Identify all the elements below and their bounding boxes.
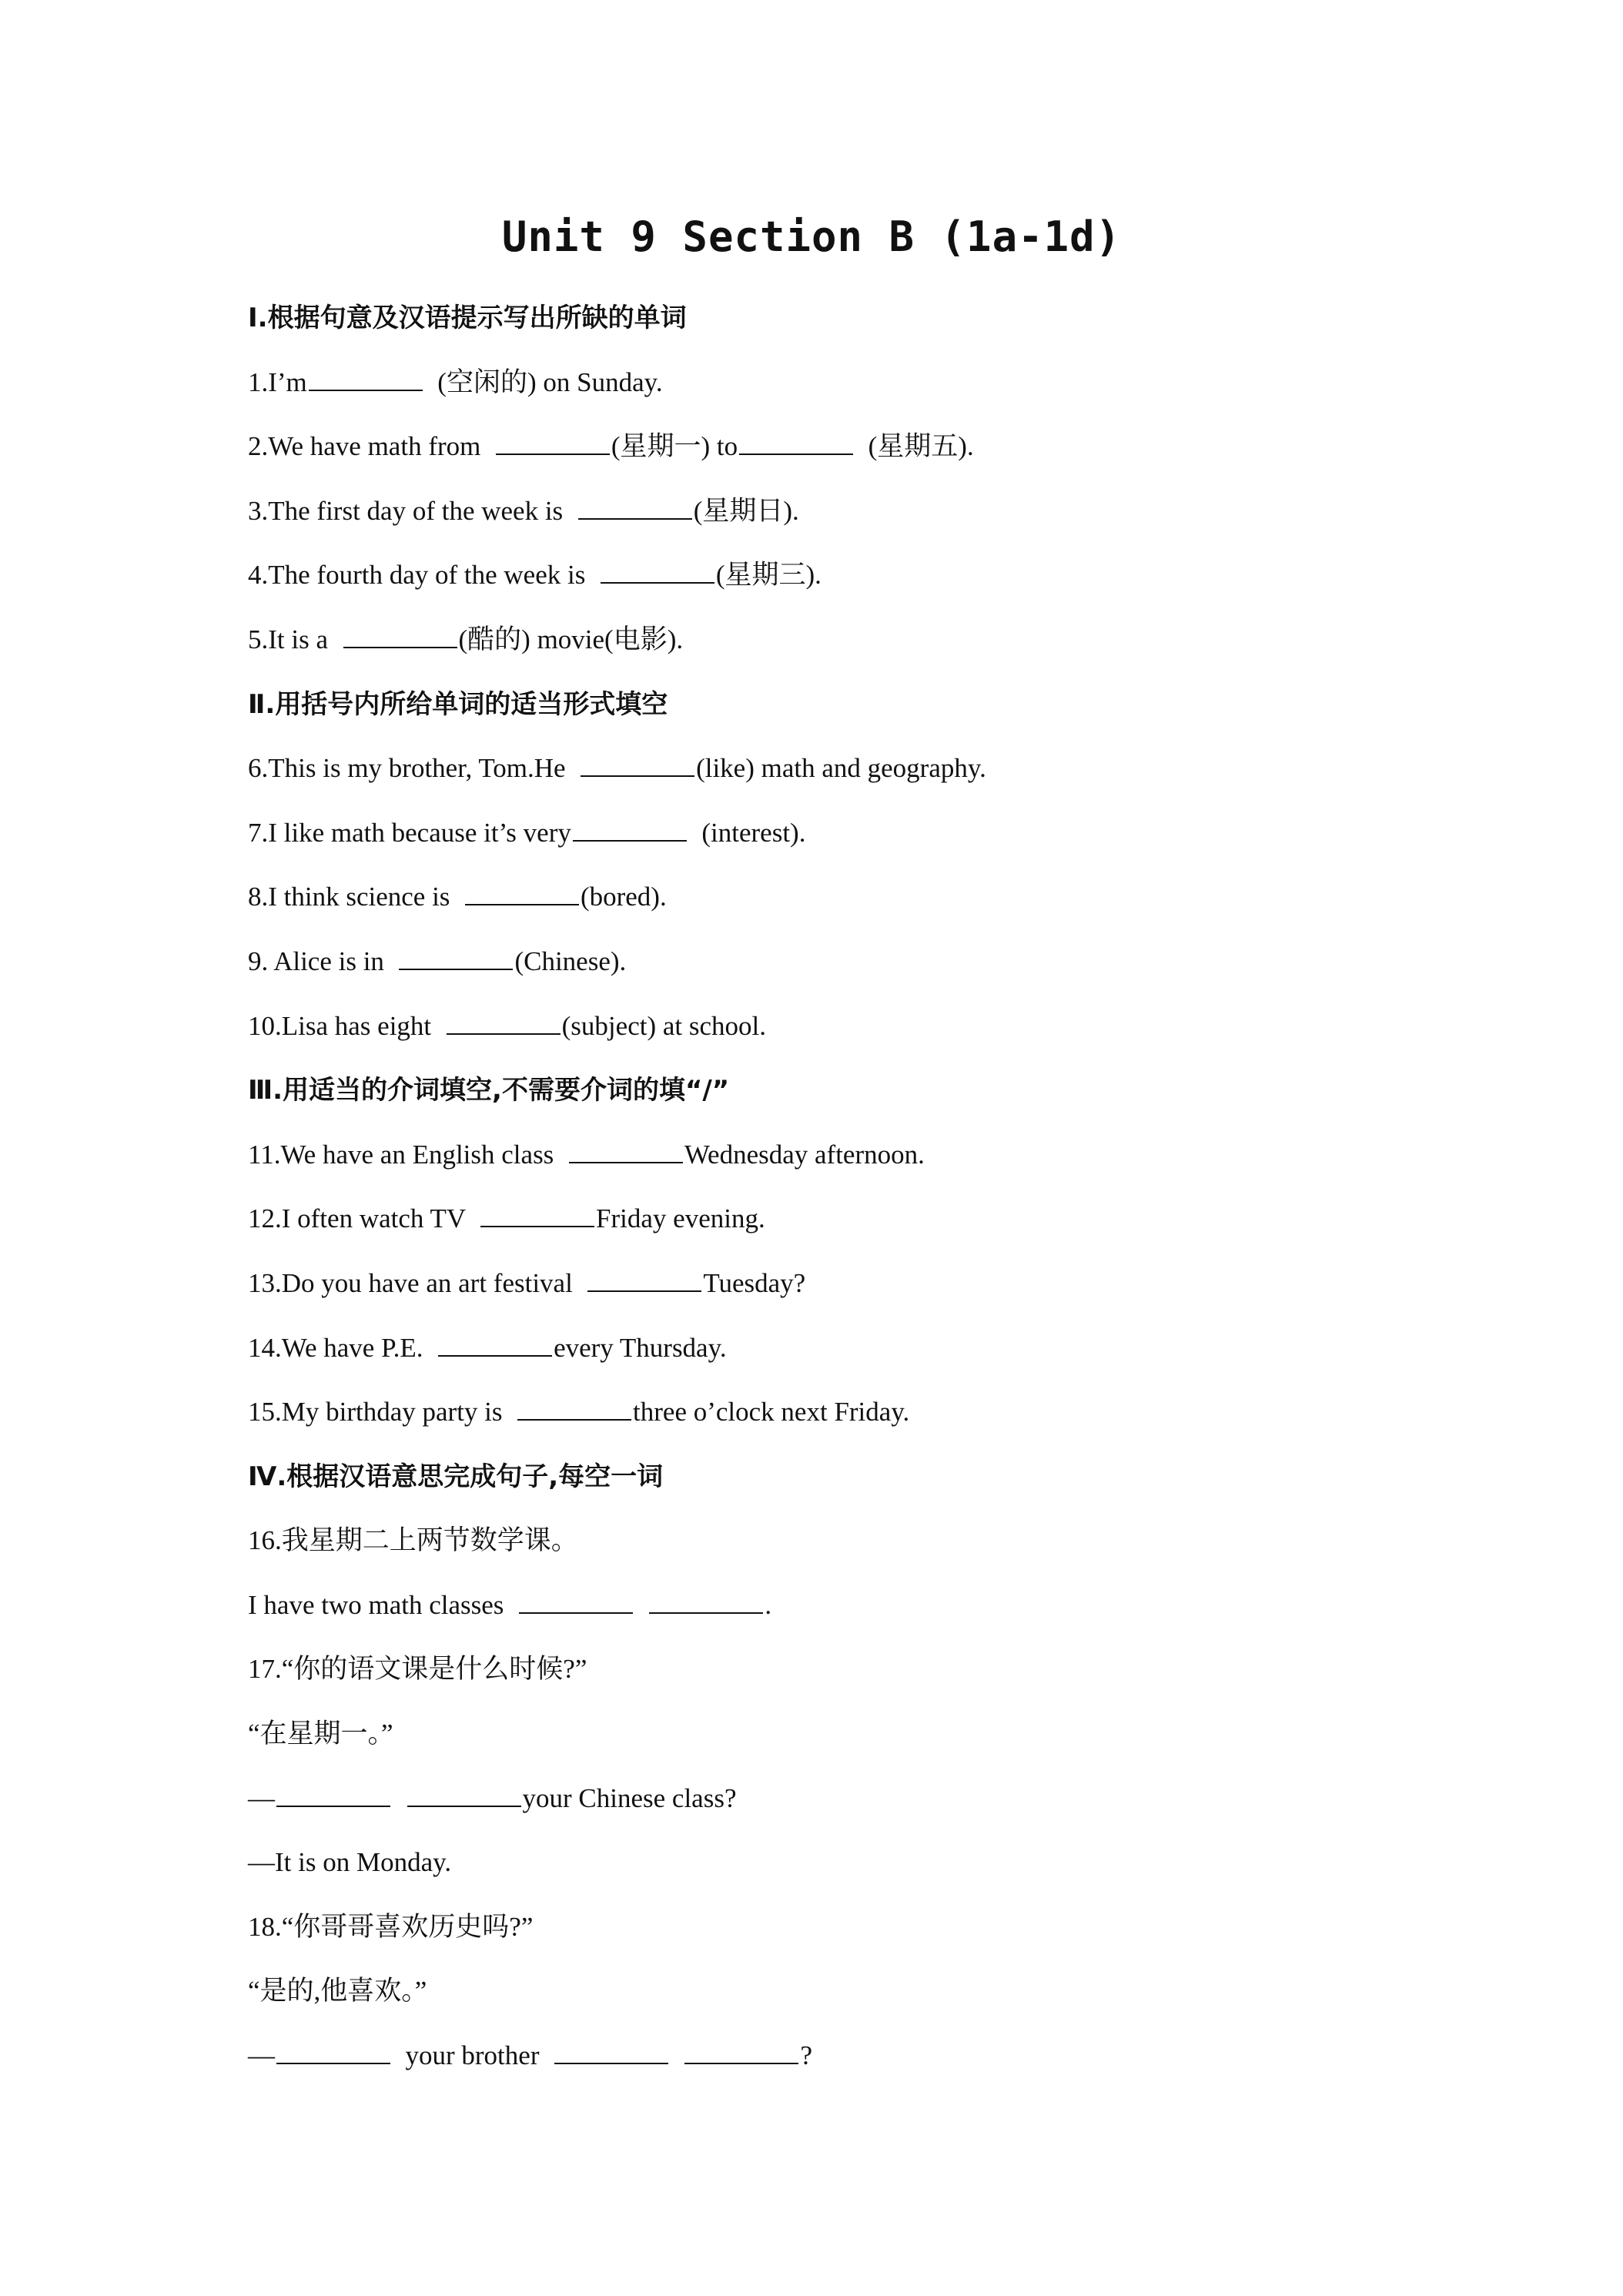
question-text xyxy=(634,1590,648,1620)
question-line xyxy=(248,1776,1557,1840)
question-text: (星期一) to xyxy=(611,431,738,462)
question-line xyxy=(248,1003,1557,1068)
question-line xyxy=(248,2033,1557,2097)
question-text: ? xyxy=(800,2040,813,2071)
answer-blank[interactable] xyxy=(399,946,513,970)
answer-blank[interactable] xyxy=(581,752,694,777)
question-text: your brother xyxy=(392,2040,553,2071)
section-heading xyxy=(248,681,1557,746)
question-line xyxy=(248,488,1557,553)
question-text: (interest). xyxy=(688,817,806,848)
question-text: 1.I’m xyxy=(248,366,307,397)
answer-blank[interactable] xyxy=(438,1332,552,1357)
question-text: (星期五). xyxy=(855,431,974,462)
question-line xyxy=(248,1389,1557,1454)
question-text: 12.I often watch TV xyxy=(248,1203,480,1234)
question-text: “是的,他喜欢。” xyxy=(248,1976,427,2006)
question-text: — xyxy=(248,1782,275,1813)
heading-text: Ⅰ.根据句意及汉语提示写出所缺的单词 xyxy=(248,303,687,333)
question-line xyxy=(248,360,1557,424)
question-text: (星期三). xyxy=(715,560,822,591)
question-text: Tuesday? xyxy=(703,1267,806,1298)
answer-blank[interactable] xyxy=(276,1782,390,1807)
answer-blank[interactable] xyxy=(343,624,457,648)
question-text: your Chinese class? xyxy=(522,1782,737,1813)
answer-blank[interactable] xyxy=(573,817,687,842)
question-text: 7.I like math because it’s very xyxy=(248,817,571,848)
question-line xyxy=(248,1968,1557,2033)
question-text: (Chinese). xyxy=(514,946,627,976)
question-text: three o’clock next Friday. xyxy=(633,1397,910,1427)
question-line xyxy=(248,1904,1557,1969)
question-text: I have two math classes xyxy=(248,1589,517,1620)
answer-blank[interactable] xyxy=(407,1782,521,1807)
question-line xyxy=(248,1646,1557,1711)
question-text: 13.Do you have an art festival xyxy=(248,1267,587,1298)
answer-blank[interactable] xyxy=(649,1589,763,1614)
question-text: 2.We have math from xyxy=(248,431,494,462)
answer-blank[interactable] xyxy=(601,559,714,584)
heading-text: Ⅳ.根据汉语意思完成句子,每空一词 xyxy=(248,1461,664,1492)
question-line xyxy=(248,745,1557,810)
question-text: 8.I think science is xyxy=(248,882,463,912)
question-text: (like) math and geography. xyxy=(696,753,986,784)
answer-blank[interactable] xyxy=(276,2040,390,2064)
question-line xyxy=(248,1582,1557,1647)
page-title: Unit 9 Section B (1a-1d) xyxy=(501,213,1122,261)
answer-blank[interactable] xyxy=(465,881,579,905)
question-line xyxy=(248,1325,1557,1390)
answer-blank[interactable] xyxy=(569,1139,683,1163)
question-text: 11.We have an English class xyxy=(248,1139,567,1170)
question-text: —It is on Monday. xyxy=(248,1847,452,1878)
question-line xyxy=(248,1260,1557,1325)
question-text: — xyxy=(248,2040,275,2071)
answer-blank[interactable] xyxy=(739,430,853,455)
section-heading xyxy=(248,1067,1557,1132)
question-text xyxy=(670,2040,684,2070)
answer-blank[interactable] xyxy=(517,1396,631,1421)
answer-blank[interactable] xyxy=(554,2040,668,2064)
question-text: Friday evening. xyxy=(596,1203,765,1234)
worksheet-lines xyxy=(248,295,1557,2097)
question-text: every Thursday. xyxy=(554,1332,727,1363)
answer-blank[interactable] xyxy=(309,366,423,391)
question-text: 16.我星期二上两节数学课。 xyxy=(248,1525,578,1556)
question-text: Wednesday afternoon. xyxy=(684,1139,925,1170)
question-text: (酷的) movie(电影). xyxy=(458,624,684,654)
question-line xyxy=(248,939,1557,1003)
question-text: 9. Alice is in xyxy=(248,946,398,976)
question-text: (星期日). xyxy=(693,495,799,526)
answer-blank[interactable] xyxy=(587,1267,701,1292)
question-text: 3.The first day of the week is xyxy=(248,495,577,526)
question-line xyxy=(248,1132,1557,1197)
question-text: (subject) at school. xyxy=(561,1010,766,1041)
question-line xyxy=(248,1839,1557,1904)
heading-text: Ⅲ.用适当的介词填空,不需要介词的填“/” xyxy=(248,1075,730,1106)
answer-blank[interactable] xyxy=(496,430,610,455)
question-line xyxy=(248,617,1557,681)
question-line xyxy=(248,423,1557,488)
question-text: 5.It is a xyxy=(248,624,342,654)
question-text: 6.This is my brother, Tom.He xyxy=(248,753,580,784)
question-line xyxy=(248,552,1557,617)
question-text: 18.“你哥哥喜欢历史吗?” xyxy=(248,1911,534,1942)
question-line xyxy=(248,1196,1557,1260)
question-text: 14.We have P.E. xyxy=(248,1332,437,1363)
answer-blank[interactable] xyxy=(519,1589,633,1614)
question-text: 4.The fourth day of the week is xyxy=(248,560,599,591)
section-heading xyxy=(248,295,1557,360)
question-text: “在星期一。” xyxy=(248,1719,393,1749)
question-text: 17.“你的语文课是什么时候?” xyxy=(248,1654,587,1685)
question-text: 10.Lisa has eight xyxy=(248,1010,445,1041)
question-text xyxy=(392,1783,406,1813)
answer-blank[interactable] xyxy=(447,1010,561,1035)
question-text: (空闲的) on Sunday. xyxy=(423,366,663,397)
question-text: . xyxy=(765,1589,772,1620)
question-text: 15.My birthday party is xyxy=(248,1397,517,1427)
question-line xyxy=(248,1518,1557,1582)
answer-blank[interactable] xyxy=(480,1203,594,1227)
heading-text: Ⅱ.用括号内所给单词的适当形式填空 xyxy=(248,688,668,720)
section-heading xyxy=(248,1454,1557,1518)
question-line xyxy=(248,1711,1557,1776)
question-line xyxy=(248,874,1557,939)
question-line xyxy=(248,810,1557,875)
question-text: (bored). xyxy=(580,882,667,912)
answer-blank[interactable] xyxy=(578,495,692,520)
answer-blank[interactable] xyxy=(684,2040,798,2064)
